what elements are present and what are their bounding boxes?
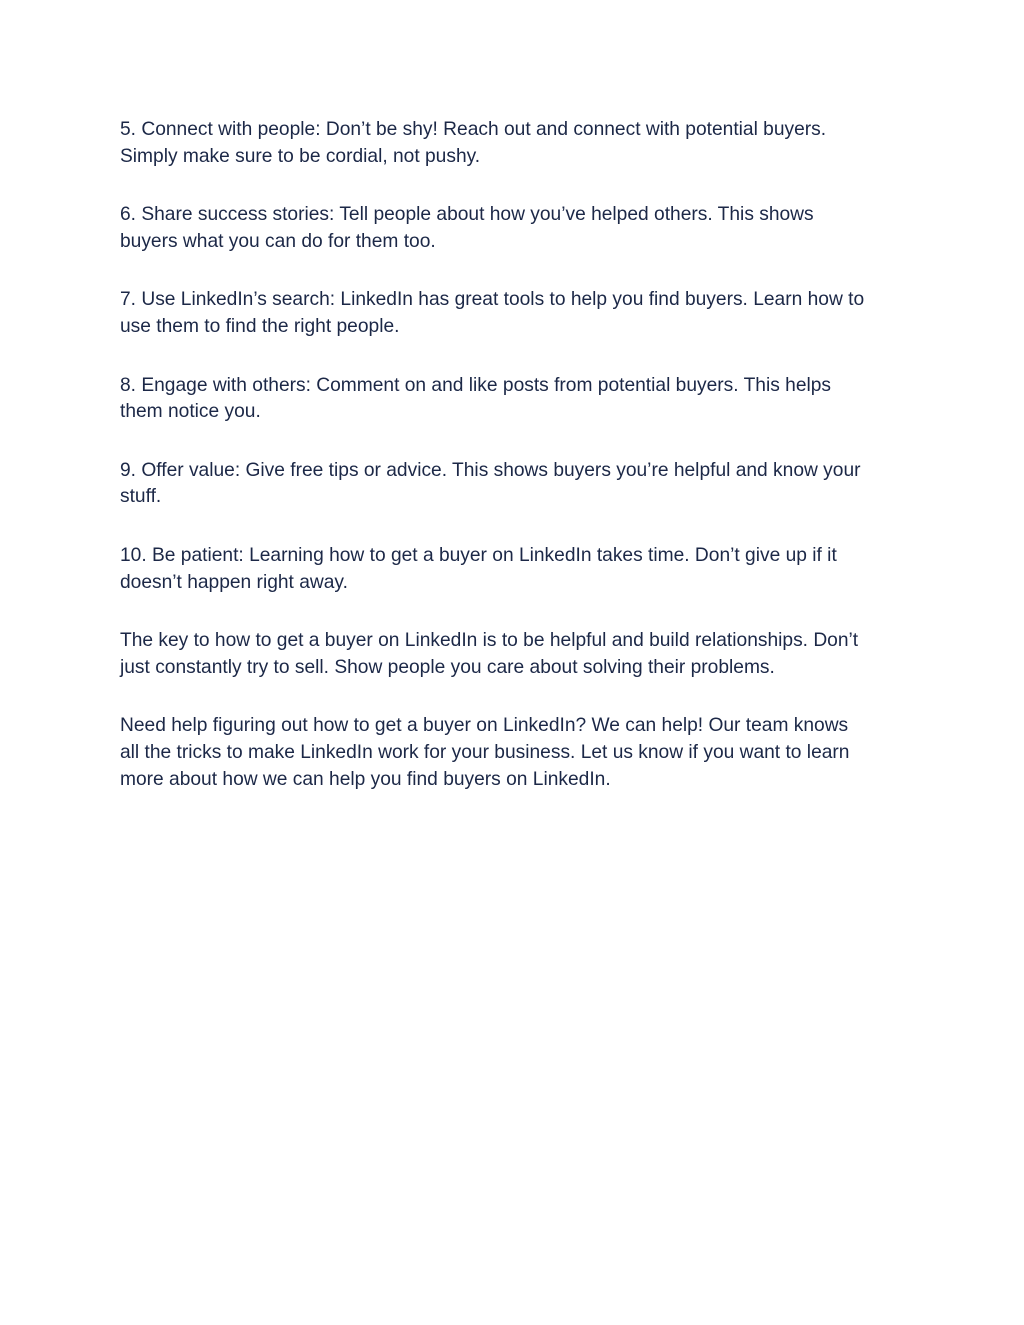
text-line: doesn’t happen right away. (120, 571, 348, 593)
text-line: 8. Engage with others: Comment on and like posts from potential buyers. This helps (120, 374, 832, 396)
paragraph-tip-9 (120, 458, 910, 511)
text-line: 10. Be patient: Learning how to get a buyer on LinkedIn takes time. Don’t give up if it (120, 544, 837, 566)
text-line: 9. Offer value: Give free tips or advice. This shows buyers you’re helpful and know your (120, 459, 861, 481)
paragraph-tip-5 (120, 117, 910, 170)
text-line: use them to find the right people. (120, 315, 400, 337)
paragraph-tip-8 (120, 373, 910, 426)
text-line: them notice you. (120, 401, 261, 423)
document-body (120, 117, 910, 825)
text-line: more about how we can help you find buyers on LinkedIn. (120, 768, 611, 790)
paragraph-tip-7 (120, 287, 910, 340)
text-line: 7. Use LinkedIn’s search: LinkedIn has great tools to help you find buyers. Learn how to (120, 289, 865, 311)
paragraph-key-summary (120, 628, 910, 681)
text-line: all the tricks to make LinkedIn work for your business. Let us know if you want to learn (120, 741, 850, 763)
text-line: buyers what you can do for them too. (120, 230, 436, 252)
text-line: 6. Share success stories: Tell people about how you’ve helped others. This shows (120, 204, 814, 226)
paragraph-call-to-action (120, 713, 910, 793)
text-line: Need help figuring out how to get a buyer on LinkedIn? We can help! Our team knows (120, 715, 849, 737)
text-line: The key to how to get a buyer on LinkedIn is to be helpful and build relationships. Don’t (120, 630, 859, 652)
text-line: Simply make sure to be cordial, not pushy. (120, 145, 481, 167)
paragraph-tip-10 (120, 543, 910, 596)
text-line: stuff. (120, 486, 162, 508)
paragraph-tip-6 (120, 202, 910, 255)
text-line: 5. Connect with people: Don’t be shy! Reach out and connect with potential buyers. (120, 119, 827, 140)
text-line: just constantly try to sell. Show people you care about solving their problems. (120, 656, 775, 678)
